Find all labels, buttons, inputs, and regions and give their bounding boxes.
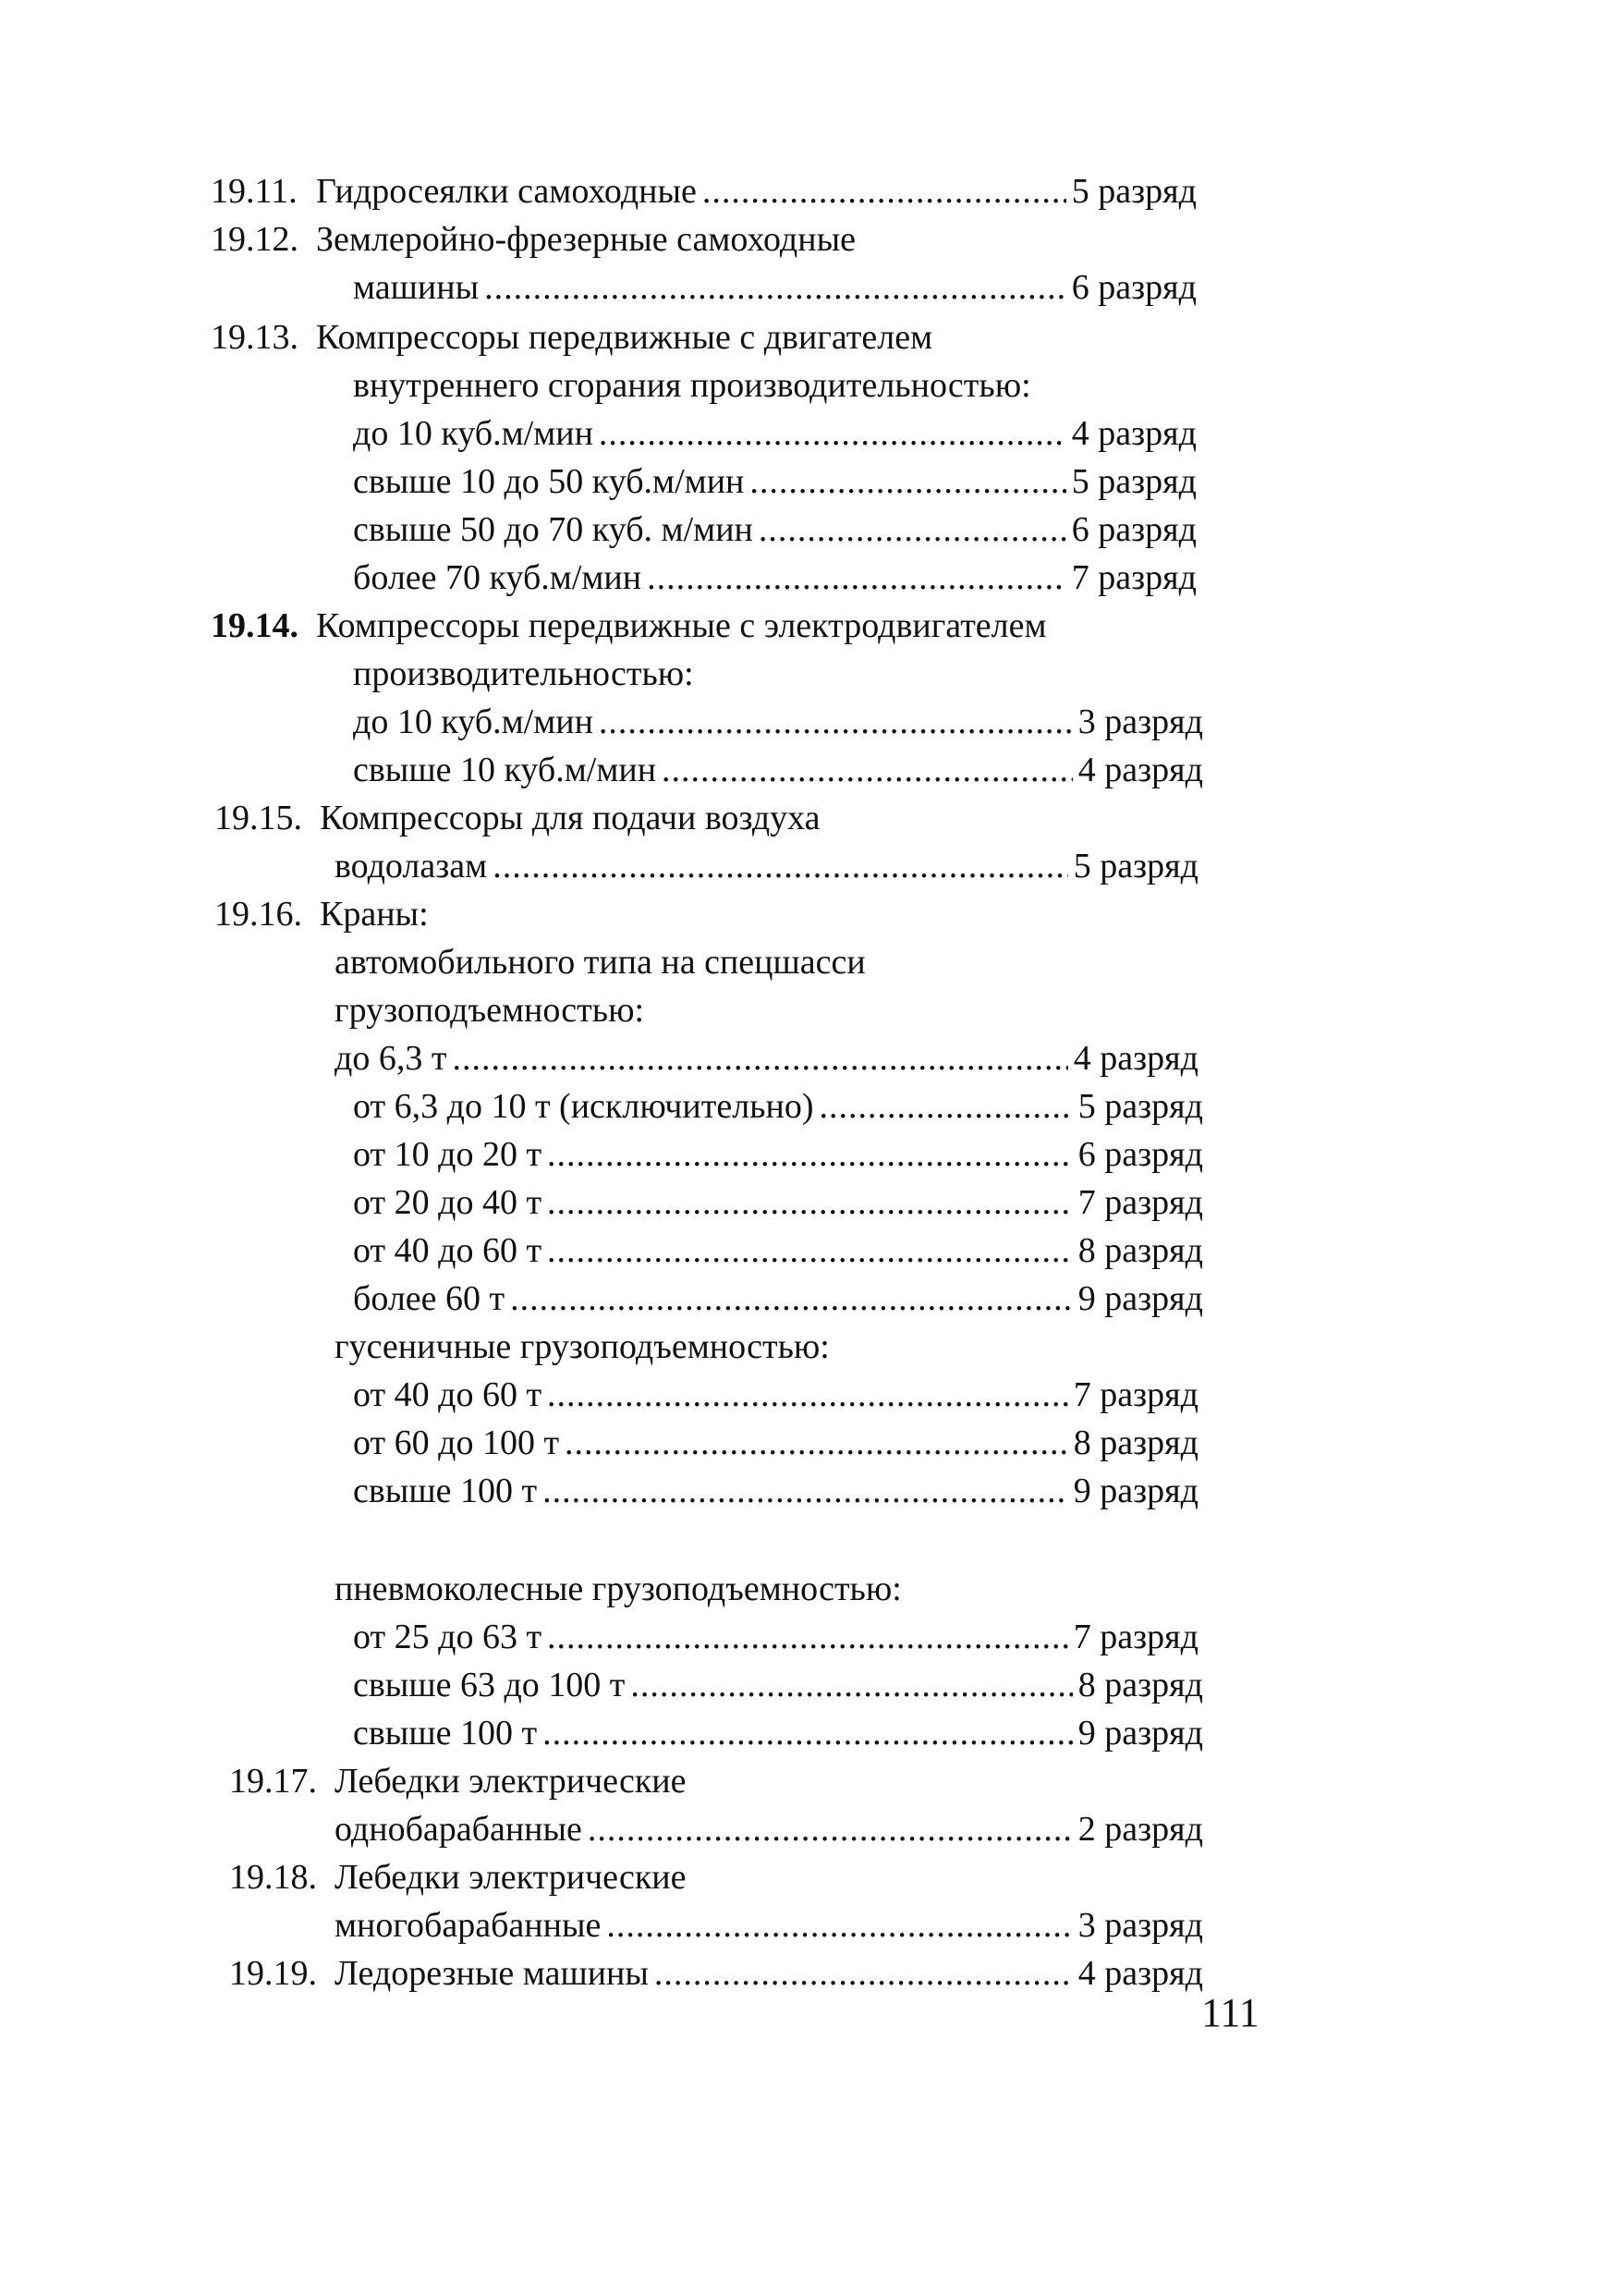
dot-leader bbox=[547, 1179, 1073, 1226]
item-text-continued: водолазам bbox=[335, 847, 488, 885]
grade-label: 5 разряд bbox=[1071, 462, 1197, 501]
dot-leader bbox=[493, 843, 1068, 889]
leader-line bbox=[353, 1276, 1203, 1322]
leader-line bbox=[353, 410, 1197, 457]
grade-label: 7 разряд bbox=[1071, 558, 1197, 597]
item-number: 19.14. bbox=[211, 606, 298, 645]
row-label: от 20 до 40 т bbox=[353, 1183, 542, 1222]
item-number: 19.16. bbox=[214, 895, 302, 934]
grade-label: 3 разряд bbox=[1077, 1906, 1203, 1945]
leader-line bbox=[335, 843, 1198, 889]
leader-line bbox=[353, 458, 1197, 505]
leader-line bbox=[353, 699, 1203, 745]
subheading-text: грузоподъемностью: bbox=[335, 991, 645, 1030]
row-label: от 40 до 60 т bbox=[353, 1375, 542, 1414]
grade-label: 4 разряд bbox=[1073, 1039, 1198, 1078]
dot-leader bbox=[606, 1902, 1072, 1948]
grade-label: 6 разряд bbox=[1071, 268, 1197, 307]
row-label: от 10 до 20 т bbox=[353, 1135, 542, 1174]
item-number: 19.18. bbox=[229, 1858, 317, 1897]
dot-leader bbox=[510, 1276, 1073, 1322]
dot-leader bbox=[588, 1806, 1073, 1852]
item-text-continued: производительностью: bbox=[353, 654, 694, 693]
item-text-continued: машины bbox=[353, 268, 480, 307]
grade-label: 7 разряд bbox=[1077, 1183, 1203, 1222]
grade-label: 3 разряд bbox=[1077, 702, 1203, 741]
item-text-continued: внутреннего сгорания производительностью: bbox=[353, 366, 1031, 405]
leader-line bbox=[335, 1035, 1198, 1081]
grade-label: 4 разряд bbox=[1077, 1954, 1203, 1993]
grade-label: 9 разряд bbox=[1077, 1714, 1203, 1753]
row-label: свыше 50 до 70 куб. м/мин bbox=[353, 510, 753, 549]
row-label: от 25 до 63 т bbox=[353, 1618, 542, 1656]
row-label: от 40 до 60 т bbox=[353, 1231, 542, 1270]
dot-leader bbox=[547, 1227, 1073, 1274]
dot-leader bbox=[819, 1083, 1072, 1130]
dot-leader bbox=[565, 1420, 1068, 1466]
leader-line bbox=[316, 168, 1197, 214]
grade-label: 7 разряд bbox=[1073, 1375, 1198, 1414]
item-number: 19.19. bbox=[229, 1954, 317, 1993]
grade-label: 2 разряд bbox=[1077, 1810, 1203, 1849]
dot-leader bbox=[599, 410, 1066, 457]
dot-leader bbox=[599, 699, 1073, 745]
grade-label: 5 разряд bbox=[1073, 847, 1198, 885]
dot-leader bbox=[749, 458, 1065, 505]
row-label: более 60 т bbox=[353, 1279, 505, 1318]
grade-label: 7 разряд bbox=[1073, 1618, 1198, 1656]
dot-leader bbox=[647, 555, 1066, 601]
dot-leader bbox=[702, 168, 1066, 214]
grade-label: 6 разряд bbox=[1077, 1135, 1203, 1174]
grade-label: 5 разряд bbox=[1077, 1087, 1203, 1126]
grade-label: 8 разряд bbox=[1073, 1423, 1198, 1462]
subheading-text: гусеничные грузоподъемностью: bbox=[335, 1327, 830, 1366]
grade-label: 4 разряд bbox=[1077, 751, 1203, 789]
row-label: свыше 63 до 100 т bbox=[353, 1666, 626, 1704]
leader-line bbox=[353, 1614, 1198, 1660]
item-text: Компрессоры передвижные с электродвигателем bbox=[316, 606, 1047, 645]
item-text: Землеройно-фрезерные самоходные bbox=[316, 220, 856, 259]
item-number: 19.13. bbox=[211, 318, 298, 357]
leader-line bbox=[353, 747, 1203, 793]
grade-label: 8 разряд bbox=[1077, 1666, 1203, 1704]
row-label: от 6,3 до 10 т (исключительно) bbox=[353, 1087, 814, 1126]
row-label: от 60 до 100 т bbox=[353, 1423, 560, 1462]
row-label: свыше 10 куб.м/мин bbox=[353, 751, 657, 789]
leader-line bbox=[353, 264, 1197, 311]
item-text-continued: многобарабанные bbox=[335, 1906, 602, 1945]
leader-line bbox=[353, 1372, 1198, 1418]
leader-line bbox=[353, 1083, 1203, 1130]
grade-label: 9 разряд bbox=[1077, 1279, 1203, 1318]
item-number: 19.17. bbox=[229, 1762, 317, 1801]
grade-label: 5 разряд bbox=[1071, 172, 1197, 211]
dot-leader bbox=[484, 264, 1066, 311]
dot-leader bbox=[662, 747, 1073, 793]
dot-leader bbox=[654, 1950, 1073, 1997]
dot-leader bbox=[547, 1614, 1068, 1660]
grade-label: 4 разряд bbox=[1071, 414, 1197, 453]
item-text: Компрессоры передвижные с двигателем bbox=[316, 318, 933, 357]
grade-label: 6 разряд bbox=[1071, 510, 1197, 549]
dot-leader bbox=[547, 1131, 1073, 1178]
subheading-text: пневмоколесные грузоподъемностью: bbox=[335, 1569, 902, 1608]
item-number: 19.11. bbox=[211, 172, 298, 211]
leader-line bbox=[353, 555, 1197, 601]
dot-leader bbox=[452, 1035, 1067, 1081]
page-number: 111 bbox=[1201, 1990, 1259, 2035]
leader-line bbox=[353, 1468, 1198, 1514]
item-text-continued: однобарабанные bbox=[335, 1810, 582, 1849]
row-label: более 70 куб.м/мин bbox=[353, 558, 642, 597]
leader-line bbox=[335, 1806, 1203, 1852]
item-text: Компрессоры для подачи воздуха bbox=[320, 799, 821, 837]
row-label: свыше 10 до 50 куб.м/мин bbox=[353, 462, 745, 501]
leader-line bbox=[353, 1131, 1203, 1178]
leader-line bbox=[353, 1420, 1198, 1466]
row-label: до 10 куб.м/мин bbox=[353, 702, 593, 741]
leader-line bbox=[335, 1902, 1203, 1948]
dot-leader bbox=[542, 1710, 1073, 1756]
row-label: до 6,3 т bbox=[335, 1039, 447, 1078]
row-label: свыше 100 т bbox=[353, 1714, 538, 1753]
dot-leader bbox=[759, 507, 1066, 553]
row-label: до 10 куб.м/мин bbox=[353, 414, 593, 453]
leader-line bbox=[335, 1950, 1203, 1997]
dot-leader bbox=[542, 1468, 1068, 1514]
dot-leader bbox=[630, 1662, 1072, 1708]
leader-line bbox=[353, 1662, 1203, 1708]
item-text: Ледорезные машины bbox=[335, 1954, 649, 1993]
leader-line bbox=[353, 1227, 1203, 1274]
grade-label: 9 разряд bbox=[1073, 1472, 1198, 1510]
dot-leader bbox=[547, 1372, 1068, 1418]
item-number: 19.12. bbox=[211, 220, 298, 259]
grade-label: 8 разряд bbox=[1077, 1231, 1203, 1270]
item-text: Краны: bbox=[320, 895, 429, 934]
item-text: Гидросеялки самоходные bbox=[316, 172, 697, 211]
item-text: Лебедки электрические bbox=[335, 1762, 687, 1801]
item-text: Лебедки электрические bbox=[335, 1858, 687, 1897]
leader-line bbox=[353, 1179, 1203, 1226]
item-number: 19.15. bbox=[214, 799, 302, 837]
row-label: свыше 100 т bbox=[353, 1472, 538, 1510]
leader-line bbox=[353, 507, 1197, 553]
subheading-text: автомобильного типа на спецшасси bbox=[335, 943, 866, 982]
leader-line bbox=[353, 1710, 1203, 1756]
